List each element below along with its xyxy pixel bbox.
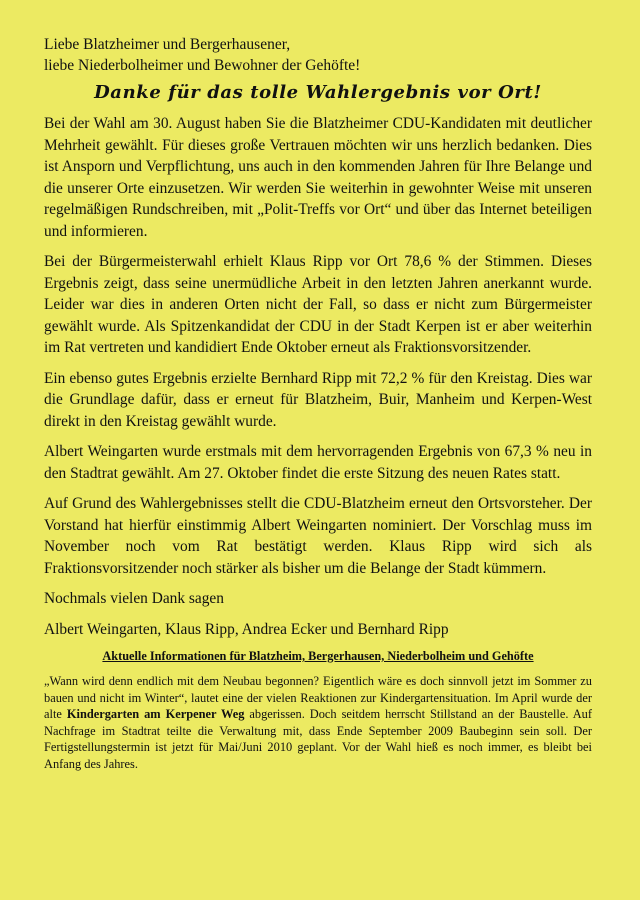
paragraph-kreistag: Ein ebenso gutes Ergebnis erzielte Bernhard Ripp mit 72,2 % für den Kreistag. Dies war die Grundlage dafür, dass er erneut für Blatzheim, Buir, Manheim und Kerpen-West direkt in den Kreistag gewählt wurde. (44, 369, 592, 430)
paragraph-ortsvorsteher: Auf Grund des Wahlergebnisses stellt die CDU-Blatzheim erneut den Ortsvorsteher. Der Vorstand hat hierfür einstimmig Albert Weingarten nominiert. Der Vorschlag muss im November noch vom Rat bestätigt werden. Klaus Ripp wird sich als Fraktionsvorsitzender noch stärker als bisher um die Belange der Stadt kümmern. (44, 495, 592, 577)
paragraph-stadtrat: Albert Weingarten wurde erstmals mit dem hervorragenden Ergebnis von 67,3 % neu in den Stadtrat gewählt. Am 27. Oktober findet die erste Sitzung des neuen Rates statt. (44, 443, 592, 482)
paragraph-election-thanks: Bei der Wahl am 30. August haben Sie die Blatzheimer CDU-Kandidaten mit deutlicher Mehrheit gewählt. Für dieses große Vertrauen möchten wir uns herzlich bedanken. Dies ist Ansporn und Verpflichtung, uns auch in den kommenden Jahren für Ihre Belange und die unserer Orte einzusetzen. Wir werden Sie weiterhin in gewohnter Weise mit unseren regelmäßigen Rundschreiben, mit „Polit-Treffs vor Ort“ und über das Internet beteiligen und informieren. (44, 115, 592, 240)
closing-line: Nochmals vielen Dank sagen (44, 590, 224, 607)
news-text-before: „Wann wird denn endlich mit dem Neubau begonnen? Eigentlich wäre es doch sinnvoll jetzt im Sommer zu bauen und nicht im Winter“, lautet eine der vielen Reaktionen zur Kindergartensituation. Im April wurde der alte (44, 674, 592, 722)
signatures: Albert Weingarten, Klaus Ripp, Andrea Ecker und Bernhard Ripp (44, 620, 449, 638)
headline: Danke für das tolle Wahlergebnis vor Ort! (94, 82, 542, 103)
news-text-bold: Kindergarten am Kerpener Weg (66, 707, 245, 722)
news-text-after: abgerissen. Doch seitdem herrscht Stillstand an der Baustelle. Auf Nachfrage im Stadtrat teilte die Verwaltung mit, dass Ende September 2009 Baubeginn sein soll. Der Fertigstellungstermin ist jetzt für Mai/Juni 2010 geplant. Vor der Wahl hieß es noch immer, es bleibt bei Anfang des Jahres. (44, 707, 592, 771)
greeting-line-2: liebe Niederbolheimer und Bewohner der Gehöfte! (44, 57, 361, 74)
greeting-line-1: Liebe Blatzheimer und Bergerhausener, (44, 36, 291, 53)
news-kindergarten-text (44, 673, 592, 773)
news-section-title: Aktuelle Informationen für Blatzheim, Bergerhausen, Niederbolheim und Gehöfte (102, 649, 534, 663)
paragraph-mayor-election: Bei der Bürgermeisterwahl erhielt Klaus Ripp vor Ort 78,6 % der Stimmen. Dieses Ergebnis zeigt, dass seine unermüdliche Arbeit in den letzten Jahren anerkannt wurde. Leider war dies in anderen Orten nicht der Fall, so dass er nicht zum Bürgermeister gewählt wurde. Als Spitzenkandidat der CDU in der Stadt Kerpen ist er aber weiterhin im Rat vertreten und kandidiert Ende Oktober erneut als Fraktionsvorsitzender. (44, 253, 592, 356)
greeting (44, 34, 592, 76)
